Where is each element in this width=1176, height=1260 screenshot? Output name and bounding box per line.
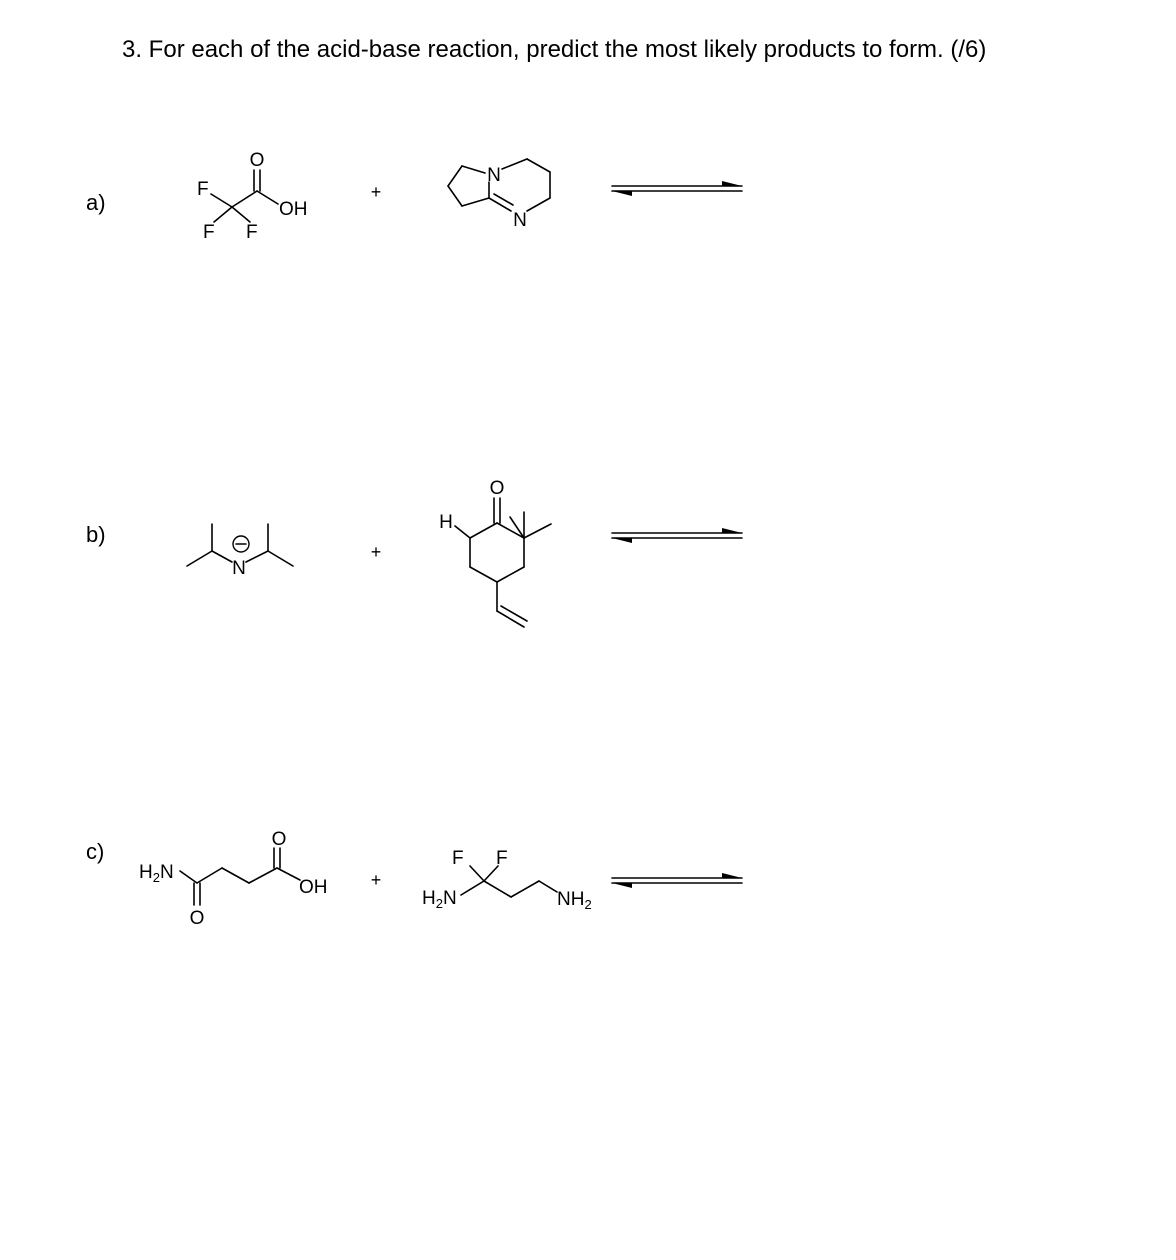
part-c-plus: + [370,870,382,890]
part-c-base-amine-h: H [422,888,436,909]
part-c-acid-amine-h: H [139,862,153,883]
part-a-acid-fluorine-top: F [197,179,209,200]
part-a-acid-fluorine-left: F [203,222,215,243]
part-a-acid-hydroxyl: OH [279,199,308,220]
part-b-acid-hydrogen: H [439,512,453,533]
part-c-base-fluorine-2: F [496,848,508,869]
part-b-plus: + [370,542,382,562]
part-c-base-difluoro-diamine [422,848,592,912]
svg-text:H2N [422,888,457,911]
part-c-acid-succinamic-acid [139,829,328,929]
part-a-acid-trifluoroacetic-acid [197,150,308,243]
part-a-base-dbn [448,159,550,231]
part-c-base-fluorine-1: F [452,848,464,869]
part-c-base-amine-n: N [442,888,457,909]
question-title: 3. For each of the acid-base reaction, predict the most likely products to form. (/6) [122,36,987,63]
part-a-plus: + [370,182,382,202]
part-b-acid-aldehyde [439,478,551,627]
part-a-equilibrium-arrow [612,181,742,196]
part-b-equilibrium-arrow [612,528,742,543]
part-b-acid-oxygen: O [489,478,505,499]
part-a-acid-oxygen: O [249,150,265,171]
part-c-base-terminal-amine-subscript: 2 [584,897,592,912]
part-a-base-nitrogen-top: N [487,165,501,186]
part-c-acid-amine-subscript: 2 [152,870,160,885]
part-b-base-lda-anion [187,524,293,579]
part-c-base-amine-subscript: 2 [435,896,443,911]
part-b-base-nitrogen: N [232,558,246,579]
part-c-acid-carbonyl-oxygen: O [271,829,287,850]
part-b-label: b) [86,522,106,547]
part-c-equilibrium-arrow [612,873,742,888]
svg-text:H2N [139,862,174,885]
part-c-acid-hydroxyl: OH [299,877,328,898]
svg-text:NH2 [557,889,592,912]
part-a-label: a) [86,190,106,215]
part-a-acid-fluorine-right: F [246,222,258,243]
part-c-acid-amine-n: N [159,862,174,883]
part-a-base-nitrogen-bottom: N [513,210,527,231]
part-c-acid-amide-oxygen: O [189,908,205,929]
part-c-label: c) [86,839,105,864]
part-c-base-terminal-amine: NH [557,889,585,910]
